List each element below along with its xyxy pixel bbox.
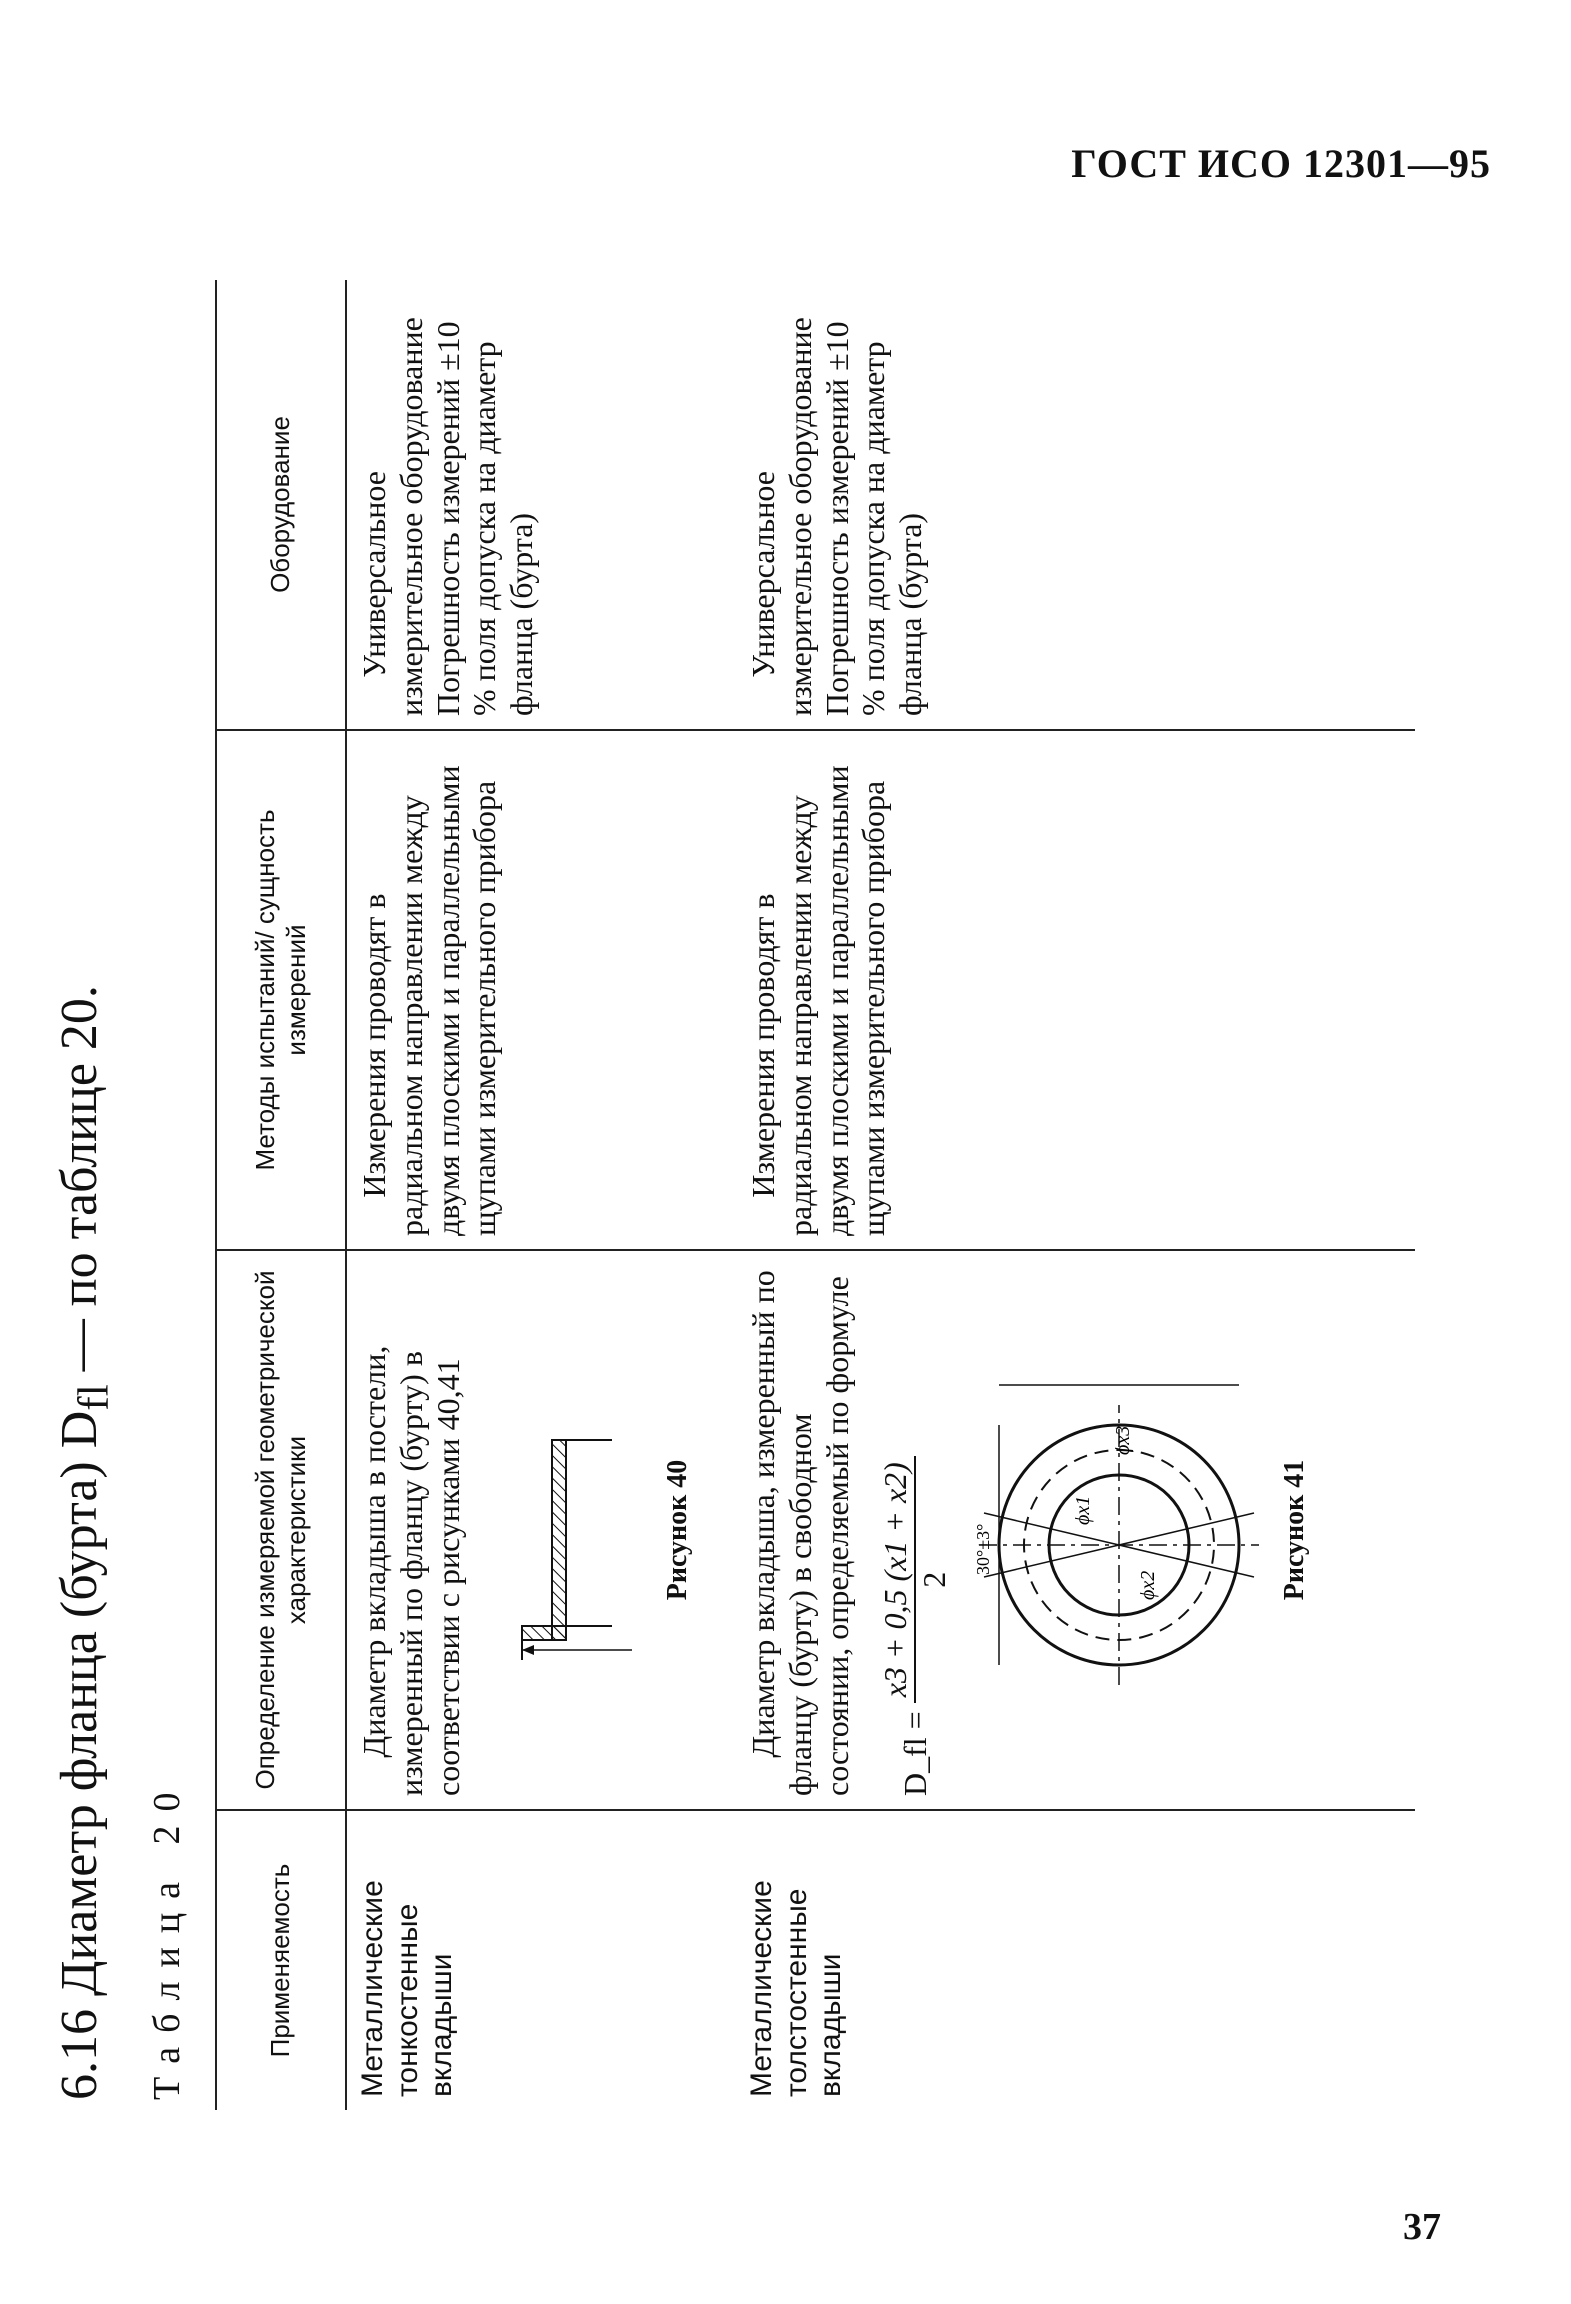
row2-definition: [736, 1250, 1415, 1810]
row2-applicability-text: Металлические толстостенные вкладыши: [745, 1880, 847, 2097]
row1-applicability: [346, 1810, 736, 2110]
row1-applicability-text: Металлические тонкостенные вкладыши: [356, 1880, 458, 2097]
formula-lhs: D_fl =: [896, 1711, 933, 1796]
header-definition: Определение измеряемой геометрической характеристики: [216, 1250, 346, 1810]
figure-41-caption: Рисунок 41: [1278, 1459, 1310, 1601]
table-row: [736, 280, 1415, 2110]
flange-diameter-formula: [869, 1252, 961, 1808]
row2-equipment-text: Универсальное измерительное оборудование Погрешность измерений ±10 % поля допуска на диаметр фланца (бурта): [745, 317, 929, 716]
formula-fraction: [877, 1456, 953, 1703]
formula-numerator: x3 + 0,5 (x1 + x2): [877, 1456, 916, 1703]
row2-method: [736, 730, 1415, 1250]
figure-40-bushing-drawing: [482, 1380, 652, 1680]
header-equipment: Оборудование: [216, 280, 346, 730]
figure-41-ring-drawing: [969, 1365, 1269, 1695]
rotated-content: [40, 240, 1440, 2140]
label-angle: 30°±3°: [972, 1523, 993, 1575]
row1-method: [346, 730, 736, 1250]
row2-applicability: [736, 1810, 1415, 2110]
section-title-main: 6.16 Диаметр фланца (бурта) D: [51, 1410, 108, 2100]
label-x2: ϕx2: [1136, 1570, 1159, 1600]
row1-definition: [346, 1250, 736, 1810]
figure-40-caption: Рисунок 40: [662, 1459, 694, 1601]
row1-equipment-text: Универсальное измерительное оборудование Погрешность измерений ±10 % поля допуска на диаметр фланца (бурта): [356, 317, 540, 716]
table-header-row: [216, 280, 346, 2110]
table-caption: Таблица 20: [146, 1778, 188, 2100]
label-x1: ϕx1: [1071, 1495, 1094, 1525]
row1-equipment: [346, 280, 736, 730]
section-title-tail: — по таблице 20.: [51, 985, 108, 1385]
section-title-subscript: fl: [69, 1384, 118, 1411]
row2-definition-text: Диаметр вкладыша, измеренный по фланцу (бурту) в свободном состоянии, определяемый по формуле: [745, 1270, 855, 1796]
page-number: 37: [1403, 2206, 1441, 2248]
row2-method-text: Измерения проводят в радиальном направлении между двумя плоскими и параллельными щупами измерительного прибора: [745, 765, 892, 1236]
document-header: ГОСТ ИСО 12301—95: [1071, 141, 1491, 186]
section-title: [50, 985, 118, 2100]
row2-equipment: [736, 280, 1415, 730]
formula-denominator: 2: [916, 1571, 953, 1588]
row1-definition-text: Диаметр вкладыша в постели, измеренный по фланцу (бурту) в соответствии с рисунками 40,41: [356, 1345, 466, 1796]
header-applicability: Применяемость: [216, 1810, 346, 2110]
label-x3: ϕx3: [1111, 1425, 1134, 1455]
table-20: [215, 280, 1415, 2110]
table-row: [346, 280, 736, 2110]
row1-method-text: Измерения проводят в радиальном направлении между двумя плоскими и параллельными щупами измерительного прибора: [356, 765, 503, 1236]
header-method: Методы испытаний/ сущность измерений: [216, 730, 346, 1250]
